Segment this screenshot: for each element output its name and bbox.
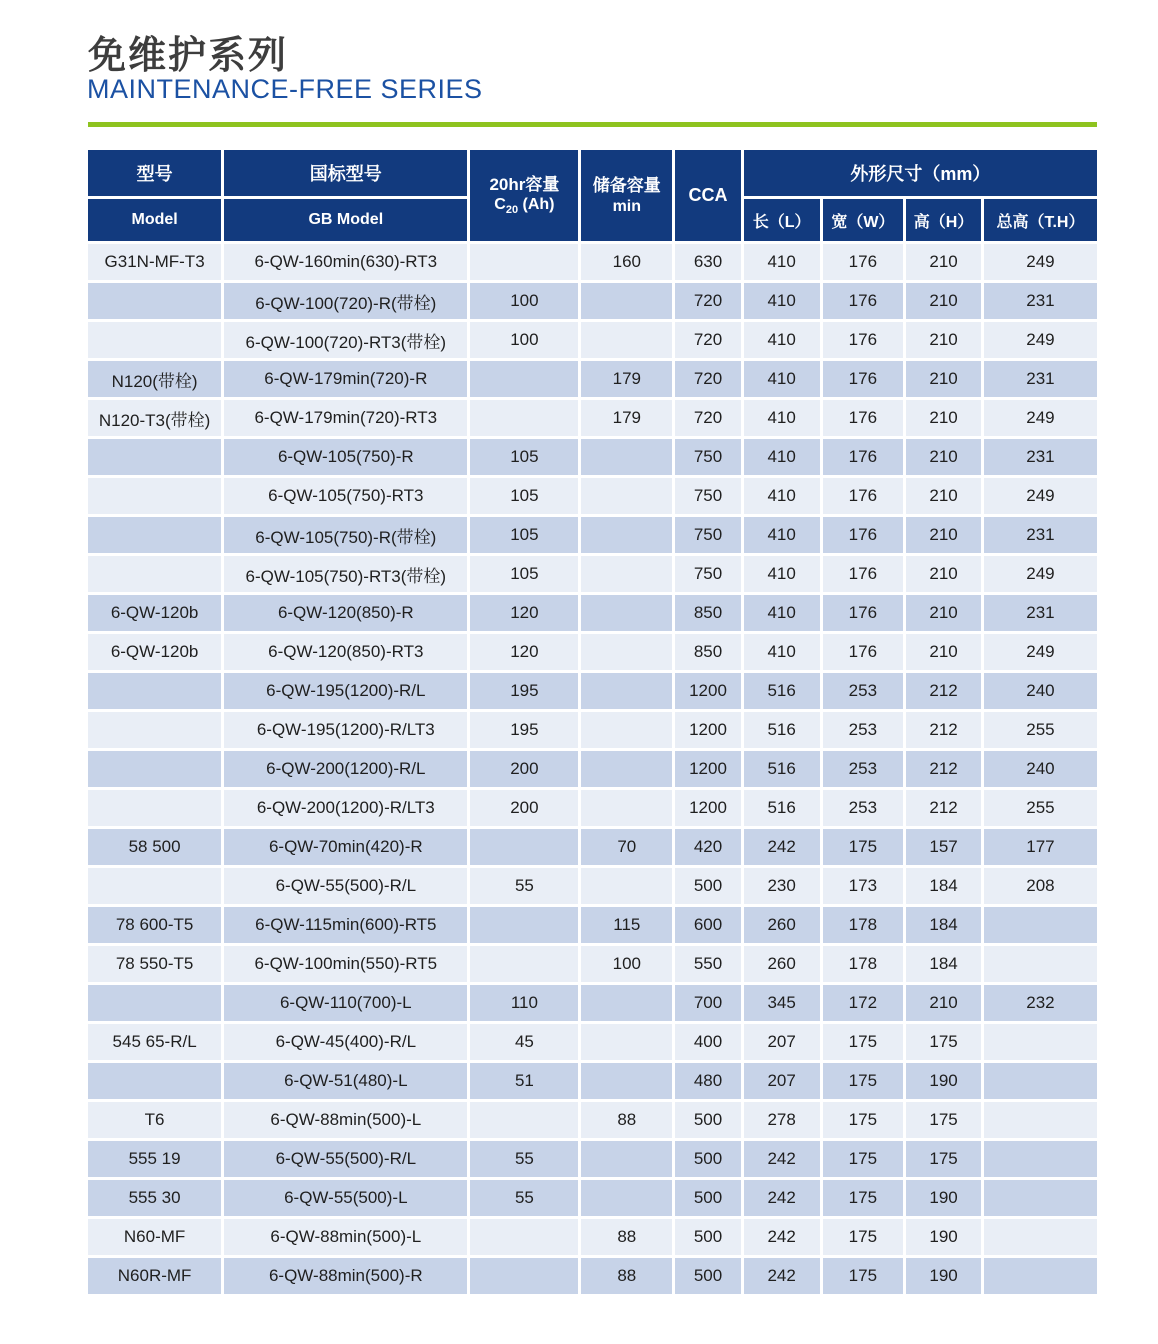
table-row xyxy=(88,1180,1097,1216)
cell-20hr-capacity xyxy=(470,1258,578,1294)
col-header-cca: CCA xyxy=(675,150,741,241)
cell-gb-model: 6-QW-55(500)-R/L xyxy=(224,868,467,904)
cell-cca: 750 xyxy=(675,478,741,514)
cell-reserve-capacity xyxy=(581,673,672,709)
col-header-height: 高（H） xyxy=(906,199,981,241)
cell-height: 210 xyxy=(906,244,981,280)
cell-total-height: 231 xyxy=(984,517,1097,553)
cell-length: 410 xyxy=(744,322,820,358)
cell-height: 157 xyxy=(906,829,981,865)
cell-model xyxy=(88,1063,221,1099)
cell-model: 555 30 xyxy=(88,1180,221,1216)
cell-20hr-capacity xyxy=(470,244,578,280)
cell-gb-model: 6-QW-105(750)-R xyxy=(224,439,467,475)
cell-model xyxy=(88,712,221,748)
cell-total-height xyxy=(984,1258,1097,1294)
cell-gb-model: 6-QW-51(480)-L xyxy=(224,1063,467,1099)
cell-length: 207 xyxy=(744,1063,820,1099)
cell-height: 190 xyxy=(906,1258,981,1294)
table-row xyxy=(88,985,1097,1021)
cell-total-height: 177 xyxy=(984,829,1097,865)
table-row xyxy=(88,322,1097,358)
cell-20hr-capacity: 55 xyxy=(470,1180,578,1216)
cell-20hr-capacity: 105 xyxy=(470,556,578,592)
table-row xyxy=(88,946,1097,982)
table-row xyxy=(88,244,1097,280)
cell-reserve-capacity xyxy=(581,1180,672,1216)
cell-height: 210 xyxy=(906,985,981,1021)
col-header-width: 宽（W） xyxy=(823,199,904,241)
cell-width: 175 xyxy=(823,1141,904,1177)
col-header-dimensions-group: 外形尺寸（mm） xyxy=(744,150,1097,196)
table-row xyxy=(88,1063,1097,1099)
cell-model: 78 550-T5 xyxy=(88,946,221,982)
cell-cca: 500 xyxy=(675,1219,741,1255)
col-header-20hr-capacity xyxy=(470,150,578,241)
cell-gb-model: 6-QW-55(500)-L xyxy=(224,1180,467,1216)
cell-width: 178 xyxy=(823,946,904,982)
cell-width: 175 xyxy=(823,1063,904,1099)
spec-table xyxy=(85,147,1100,1297)
cell-gb-model: 6-QW-88min(500)-L xyxy=(224,1102,467,1138)
cell-gb-model: 6-QW-88min(500)-R xyxy=(224,1258,467,1294)
cell-height: 184 xyxy=(906,907,981,943)
cell-length: 410 xyxy=(744,478,820,514)
cell-model: 555 19 xyxy=(88,1141,221,1177)
table-row xyxy=(88,478,1097,514)
cell-gb-model: 6-QW-100min(550)-RT5 xyxy=(224,946,467,982)
col-header-total-height: 总高（T.H） xyxy=(984,199,1097,241)
cell-gb-model: 6-QW-195(1200)-R/L xyxy=(224,673,467,709)
cell-cca: 420 xyxy=(675,829,741,865)
cell-total-height: 255 xyxy=(984,712,1097,748)
cell-reserve-capacity: 88 xyxy=(581,1219,672,1255)
cell-cca: 630 xyxy=(675,244,741,280)
cell-gb-model: 6-QW-105(750)-RT3(带栓) xyxy=(224,556,467,592)
cell-20hr-capacity xyxy=(470,400,578,436)
cell-cca: 500 xyxy=(675,1258,741,1294)
cell-total-height: 231 xyxy=(984,439,1097,475)
table-row xyxy=(88,361,1097,397)
cell-height: 175 xyxy=(906,1024,981,1060)
cell-20hr-capacity: 100 xyxy=(470,322,578,358)
cell-model: 545 65-R/L xyxy=(88,1024,221,1060)
cell-cca: 500 xyxy=(675,1180,741,1216)
cell-cca: 750 xyxy=(675,439,741,475)
col-header-gb-en: GB Model xyxy=(224,199,467,241)
cell-reserve-capacity: 70 xyxy=(581,829,672,865)
cell-total-height xyxy=(984,1219,1097,1255)
cell-reserve-capacity xyxy=(581,322,672,358)
cell-length: 410 xyxy=(744,517,820,553)
cell-total-height xyxy=(984,946,1097,982)
cell-model xyxy=(88,322,221,358)
table-row xyxy=(88,1219,1097,1255)
cell-total-height: 249 xyxy=(984,556,1097,592)
cell-gb-model: 6-QW-105(750)-R(带栓) xyxy=(224,517,467,553)
cell-length: 242 xyxy=(744,1141,820,1177)
cell-gb-model: 6-QW-100(720)-R(带栓) xyxy=(224,283,467,319)
cell-cca: 400 xyxy=(675,1024,741,1060)
col-header-gb-zh: 国标型号 xyxy=(224,150,467,196)
cell-height: 210 xyxy=(906,400,981,436)
cell-model xyxy=(88,985,221,1021)
cell-reserve-capacity xyxy=(581,517,672,553)
cell-total-height: 208 xyxy=(984,868,1097,904)
cell-gb-model: 6-QW-55(500)-R/L xyxy=(224,1141,467,1177)
cell-length: 410 xyxy=(744,634,820,670)
cell-width: 176 xyxy=(823,322,904,358)
cell-length: 242 xyxy=(744,1258,820,1294)
cell-height: 210 xyxy=(906,595,981,631)
cell-model: N120(带栓) xyxy=(88,361,221,397)
cell-20hr-capacity: 195 xyxy=(470,712,578,748)
cell-20hr-capacity: 120 xyxy=(470,595,578,631)
cell-20hr-capacity: 105 xyxy=(470,478,578,514)
cell-height: 210 xyxy=(906,517,981,553)
cell-width: 176 xyxy=(823,595,904,631)
cell-height: 210 xyxy=(906,322,981,358)
cell-width: 176 xyxy=(823,283,904,319)
cell-20hr-capacity: 120 xyxy=(470,634,578,670)
table-row xyxy=(88,1102,1097,1138)
reserve-label-zh: 储备容量 xyxy=(592,176,661,196)
cell-length: 230 xyxy=(744,868,820,904)
cell-reserve-capacity xyxy=(581,595,672,631)
table-row xyxy=(88,907,1097,943)
cell-20hr-capacity xyxy=(470,1219,578,1255)
cell-cca: 1200 xyxy=(675,712,741,748)
cell-width: 178 xyxy=(823,907,904,943)
cell-total-height: 249 xyxy=(984,322,1097,358)
cell-gb-model: 6-QW-45(400)-R/L xyxy=(224,1024,467,1060)
cell-cca: 720 xyxy=(675,361,741,397)
table-row xyxy=(88,790,1097,826)
cell-model: N60R-MF xyxy=(88,1258,221,1294)
reserve-label-unit: min xyxy=(612,197,642,215)
cell-model xyxy=(88,517,221,553)
table-row xyxy=(88,517,1097,553)
cell-length: 242 xyxy=(744,829,820,865)
cell-reserve-capacity xyxy=(581,868,672,904)
cell-reserve-capacity: 179 xyxy=(581,400,672,436)
cell-length: 516 xyxy=(744,751,820,787)
cell-reserve-capacity xyxy=(581,1024,672,1060)
cell-reserve-capacity xyxy=(581,712,672,748)
cell-model: 6-QW-120b xyxy=(88,595,221,631)
cell-20hr-capacity xyxy=(470,907,578,943)
cell-total-height xyxy=(984,1141,1097,1177)
cell-width: 175 xyxy=(823,1180,904,1216)
cell-height: 190 xyxy=(906,1063,981,1099)
cell-width: 175 xyxy=(823,829,904,865)
cell-length: 410 xyxy=(744,439,820,475)
cell-cca: 720 xyxy=(675,400,741,436)
cell-total-height xyxy=(984,1102,1097,1138)
header-row-top xyxy=(88,150,1097,196)
cell-model: N60-MF xyxy=(88,1219,221,1255)
cell-cca: 750 xyxy=(675,517,741,553)
col-header-model-zh: 型号 xyxy=(88,150,221,196)
cell-length: 260 xyxy=(744,946,820,982)
cell-reserve-capacity xyxy=(581,283,672,319)
cell-gb-model: 6-QW-110(700)-L xyxy=(224,985,467,1021)
cell-length: 410 xyxy=(744,400,820,436)
cell-total-height: 240 xyxy=(984,673,1097,709)
table-row xyxy=(88,634,1097,670)
cell-length: 260 xyxy=(744,907,820,943)
cell-total-height xyxy=(984,1063,1097,1099)
cell-model: 58 500 xyxy=(88,829,221,865)
cell-height: 190 xyxy=(906,1180,981,1216)
cell-width: 175 xyxy=(823,1219,904,1255)
cell-20hr-capacity: 55 xyxy=(470,868,578,904)
cell-20hr-capacity: 195 xyxy=(470,673,578,709)
cell-length: 516 xyxy=(744,790,820,826)
cell-reserve-capacity xyxy=(581,439,672,475)
cell-cca: 720 xyxy=(675,283,741,319)
cell-height: 210 xyxy=(906,634,981,670)
cell-height: 212 xyxy=(906,751,981,787)
cell-gb-model: 6-QW-120(850)-R xyxy=(224,595,467,631)
col-header-model-en: Model xyxy=(88,199,221,241)
cell-width: 176 xyxy=(823,400,904,436)
cell-width: 173 xyxy=(823,868,904,904)
cell-gb-model: 6-QW-115min(600)-RT5 xyxy=(224,907,467,943)
cell-height: 210 xyxy=(906,478,981,514)
cell-20hr-capacity: 110 xyxy=(470,985,578,1021)
cell-model xyxy=(88,868,221,904)
cell-width: 176 xyxy=(823,439,904,475)
cell-total-height: 249 xyxy=(984,244,1097,280)
cell-20hr-capacity: 200 xyxy=(470,751,578,787)
cell-cca: 480 xyxy=(675,1063,741,1099)
cell-gb-model: 6-QW-105(750)-RT3 xyxy=(224,478,467,514)
cell-height: 210 xyxy=(906,361,981,397)
cell-gb-model: 6-QW-179min(720)-RT3 xyxy=(224,400,467,436)
cell-width: 253 xyxy=(823,790,904,826)
cell-height: 175 xyxy=(906,1102,981,1138)
cell-height: 210 xyxy=(906,556,981,592)
col-header-reserve-capacity xyxy=(581,150,672,241)
cell-width: 176 xyxy=(823,517,904,553)
cell-cca: 850 xyxy=(675,595,741,631)
cell-length: 410 xyxy=(744,361,820,397)
cell-model: 78 600-T5 xyxy=(88,907,221,943)
cell-cca: 1200 xyxy=(675,751,741,787)
cell-reserve-capacity: 88 xyxy=(581,1258,672,1294)
cell-gb-model: 6-QW-200(1200)-R/L xyxy=(224,751,467,787)
cell-20hr-capacity xyxy=(470,946,578,982)
cell-reserve-capacity xyxy=(581,751,672,787)
cell-height: 184 xyxy=(906,868,981,904)
cell-model xyxy=(88,439,221,475)
cell-reserve-capacity xyxy=(581,1141,672,1177)
cell-length: 410 xyxy=(744,556,820,592)
cell-total-height: 249 xyxy=(984,400,1097,436)
cell-height: 212 xyxy=(906,712,981,748)
cell-gb-model: 6-QW-179min(720)-R xyxy=(224,361,467,397)
cell-20hr-capacity: 55 xyxy=(470,1141,578,1177)
cell-length: 278 xyxy=(744,1102,820,1138)
green-divider xyxy=(88,122,1097,127)
page-subtitle: MAINTENANCE-FREE SERIES xyxy=(87,74,483,104)
cell-total-height: 255 xyxy=(984,790,1097,826)
cell-model xyxy=(88,673,221,709)
cell-length: 410 xyxy=(744,244,820,280)
cell-length: 207 xyxy=(744,1024,820,1060)
cell-total-height: 249 xyxy=(984,634,1097,670)
cell-total-height xyxy=(984,1180,1097,1216)
table-row xyxy=(88,829,1097,865)
cell-model xyxy=(88,556,221,592)
cell-length: 410 xyxy=(744,283,820,319)
cell-total-height: 232 xyxy=(984,985,1097,1021)
table-row xyxy=(88,556,1097,592)
table-row xyxy=(88,1141,1097,1177)
cell-height: 212 xyxy=(906,673,981,709)
cell-length: 345 xyxy=(744,985,820,1021)
cell-cca: 550 xyxy=(675,946,741,982)
cell-cca: 500 xyxy=(675,868,741,904)
capacity-label-zh: 20hr容量 xyxy=(489,174,560,194)
cell-reserve-capacity: 160 xyxy=(581,244,672,280)
table-row xyxy=(88,673,1097,709)
cell-reserve-capacity xyxy=(581,790,672,826)
cell-width: 253 xyxy=(823,673,904,709)
cell-height: 210 xyxy=(906,283,981,319)
cell-cca: 1200 xyxy=(675,673,741,709)
cell-20hr-capacity: 200 xyxy=(470,790,578,826)
cell-total-height: 231 xyxy=(984,361,1097,397)
cell-width: 175 xyxy=(823,1258,904,1294)
cell-width: 253 xyxy=(823,751,904,787)
cell-height: 175 xyxy=(906,1141,981,1177)
cell-reserve-capacity: 100 xyxy=(581,946,672,982)
cell-cca: 1200 xyxy=(675,790,741,826)
cell-cca: 720 xyxy=(675,322,741,358)
cell-model: G31N-MF-T3 xyxy=(88,244,221,280)
cell-width: 175 xyxy=(823,1102,904,1138)
cell-reserve-capacity xyxy=(581,985,672,1021)
cell-width: 172 xyxy=(823,985,904,1021)
cell-20hr-capacity: 105 xyxy=(470,517,578,553)
cell-cca: 750 xyxy=(675,556,741,592)
table-row xyxy=(88,712,1097,748)
cell-total-height xyxy=(984,1024,1097,1060)
cell-model xyxy=(88,790,221,826)
cell-width: 176 xyxy=(823,634,904,670)
cell-height: 190 xyxy=(906,1219,981,1255)
cell-model: 6-QW-120b xyxy=(88,634,221,670)
page-title: 免维护系列 xyxy=(88,35,289,77)
cell-gb-model: 6-QW-120(850)-RT3 xyxy=(224,634,467,670)
cell-gb-model: 6-QW-200(1200)-R/LT3 xyxy=(224,790,467,826)
cell-total-height xyxy=(984,907,1097,943)
cell-width: 175 xyxy=(823,1024,904,1060)
cell-model: T6 xyxy=(88,1102,221,1138)
cell-length: 516 xyxy=(744,673,820,709)
cell-model xyxy=(88,751,221,787)
cell-width: 176 xyxy=(823,361,904,397)
cell-length: 242 xyxy=(744,1180,820,1216)
cell-20hr-capacity: 45 xyxy=(470,1024,578,1060)
cell-cca: 600 xyxy=(675,907,741,943)
cell-reserve-capacity xyxy=(581,478,672,514)
cell-model: N120-T3(带栓) xyxy=(88,400,221,436)
table-row xyxy=(88,1258,1097,1294)
cell-20hr-capacity: 105 xyxy=(470,439,578,475)
cell-height: 212 xyxy=(906,790,981,826)
cell-gb-model: 6-QW-100(720)-RT3(带栓) xyxy=(224,322,467,358)
table-row xyxy=(88,595,1097,631)
cell-gb-model: 6-QW-70min(420)-R xyxy=(224,829,467,865)
cell-20hr-capacity: 100 xyxy=(470,283,578,319)
col-header-length: 长（L） xyxy=(744,199,820,241)
cell-20hr-capacity: 51 xyxy=(470,1063,578,1099)
table-row xyxy=(88,751,1097,787)
cell-reserve-capacity: 88 xyxy=(581,1102,672,1138)
cell-length: 516 xyxy=(744,712,820,748)
cell-reserve-capacity xyxy=(581,634,672,670)
cell-reserve-capacity xyxy=(581,556,672,592)
cell-total-height: 231 xyxy=(984,283,1097,319)
cell-height: 210 xyxy=(906,439,981,475)
cell-reserve-capacity xyxy=(581,1063,672,1099)
table-row xyxy=(88,283,1097,319)
cell-total-height: 231 xyxy=(984,595,1097,631)
cell-width: 253 xyxy=(823,712,904,748)
cell-cca: 500 xyxy=(675,1141,741,1177)
cell-reserve-capacity: 179 xyxy=(581,361,672,397)
cell-height: 184 xyxy=(906,946,981,982)
cell-gb-model: 6-QW-160min(630)-RT3 xyxy=(224,244,467,280)
cell-length: 410 xyxy=(744,595,820,631)
cell-20hr-capacity xyxy=(470,1102,578,1138)
cell-model xyxy=(88,478,221,514)
cell-width: 176 xyxy=(823,556,904,592)
cell-20hr-capacity xyxy=(470,829,578,865)
table-row xyxy=(88,868,1097,904)
cell-reserve-capacity: 115 xyxy=(581,907,672,943)
cell-model xyxy=(88,283,221,319)
cell-width: 176 xyxy=(823,244,904,280)
cell-gb-model: 6-QW-88min(500)-L xyxy=(224,1219,467,1255)
cell-cca: 700 xyxy=(675,985,741,1021)
table-row xyxy=(88,439,1097,475)
cell-total-height: 249 xyxy=(984,478,1097,514)
cell-width: 176 xyxy=(823,478,904,514)
cell-length: 242 xyxy=(744,1219,820,1255)
table-row xyxy=(88,400,1097,436)
cell-cca: 500 xyxy=(675,1102,741,1138)
cell-cca: 850 xyxy=(675,634,741,670)
cell-20hr-capacity xyxy=(470,361,578,397)
cell-gb-model: 6-QW-195(1200)-R/LT3 xyxy=(224,712,467,748)
capacity-label-unit: $C_{20}$ (Ah) xyxy=(494,195,555,217)
table-row xyxy=(88,1024,1097,1060)
cell-total-height: 240 xyxy=(984,751,1097,787)
